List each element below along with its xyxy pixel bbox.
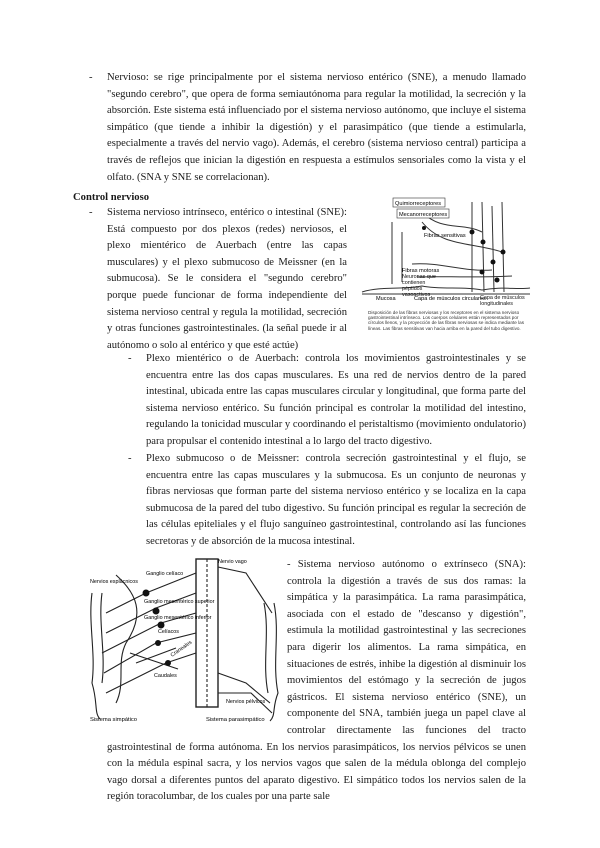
label-esplacnicos: Nervios esplácnicos	[90, 579, 138, 585]
section-heading: Control nervioso	[73, 192, 150, 203]
label-neuronas: Neuronas que contienen péptidos vasoactivos	[402, 274, 436, 298]
meissner-paragraph: Plexo submucoso o de Meissner: controla secreción gastrointestinal y el flujo, se encuentra entre las capas musculares y la submucosa. Es un conjunto de neuronas y fibras nerviosas que forman parte del sistema nervioso entérico y se localiza en la capa submucosa de la pared del tubo digestivo. Su función principal es regular la secreción de las células epiteliales y el flujo sanguíneo gastrointestinal, controlando así las funciones secretoras y de absorción de la mucosa intestinal.	[146, 453, 526, 547]
label-ganglio-celiaco: Ganglio celíaco	[146, 571, 184, 577]
nervioso-paragraph: Nervioso: se rige principalmente por el sistema nervioso entérico (SNE), a menudo llamado "segundo cerebro", que opera de forma semiautónoma para regular la motilidad, la secreción y la absorción. Este sistema está influenciado por el sistema nervioso autónomo, que incluye el sistema simpático (que tiende a inhibir la digestión) y el parasimpático (que tiende a estimularla, especialmente a través del nervio vago). Además, el cerebro (sistema nervioso central) participa a través de reflejos que inician la digestión en respuesta a estímulos sensoriales como la vista y el olfato. (SNA y SNE se correlacionan).	[107, 72, 526, 183]
label-ganglio-mes-inf: Ganglio mesentérico inferior	[144, 615, 212, 621]
bullet-dash: -	[89, 72, 93, 83]
intrinsic-paragraph: Sistema nervioso intrínseco, entérico o intestinal (SNE): Está compuesto por dos plexos (redes) nerviosos, el plexo mientérico de Auerbach (entre las capas musculares) y el plexo submucoso de Meissner (en la submucosa). Se le considera el "segundo cerebro" porque puede funcionar de forma independiente del sistema nervioso central y regula la motilidad, secreción y otras funciones gastrointestinales. (la señal puede ir al autónomo o solo al entérico y que esté actúe)	[107, 207, 347, 351]
enteric-plexus-figure	[362, 192, 530, 340]
autonomic-paragraph: Sistema nervioso autónomo o extrínseco (SNA): controla la digestión a través de sus dos ramas: la simpática y la parasimpática. La rama parasimpática, asociada con el estado de "descanso y digestión", estimula la motilidad gastrointestinal y las secreciones para digerir los alimentos. La rama simpática, en situaciones de estrés, inhibe la digestión al disminuir los movimientos del estómago y la secreción de jugos gástricos. El sistema nervioso entérico (SNE), un componente del SNA, también juega un papel clave al controlar directamente las funciones del tracto gastrointestinal de forma autónoma. En los nervios parasimpáticos, los nervios pélvicos se unen con la médula espinal sacra, y los nervios vagos que salen de la médula oblonga del complejo vago dorsal a diferentes puntos del aparato digestivo. El simpático todos los nervios salen de la región toracolumbar, de los cuales por una parte sale	[107, 559, 526, 803]
auerbach-paragraph: Plexo mientérico o de Auerbach: controla los movimientos gastrointestinales y se encuentra entre las dos capas musculares. Es una red de nervios dentro de la pared intestinal, ubicada entre las capas musculares circular y longitudinal, que forma parte del sistema nervioso entérico. Su función principal es controlar la motilidad del intestino, regulando la tonicidad muscular y coordinando el peristaltismo (movimiento ondulatorio) para propulsar el contenido intestinal a lo largo del tracto digestivo.	[146, 353, 526, 447]
label-craneales: Craneales	[169, 639, 194, 659]
figure-caption: Disposición de las fibras nerviosas y los receptores en el sistema nervioso gastrointestinal intrínseco. Los cuerpos celulares están representados por círculos llenos, y la proyección de las fibras nerviosas se indica mediante las líneas. Las fibras sensitivas van hacia arriba en la pared del tubo digestivo.	[368, 310, 525, 331]
label-celiacos: Celíacos	[158, 629, 179, 635]
bullet-dash: -	[89, 207, 93, 218]
label-pelvicos: Nervios pélvicos	[226, 699, 266, 705]
label-fibras-motoras: Fibras motoras	[402, 268, 440, 274]
label-capa-circulares: Capa de músculos circulares	[414, 296, 486, 302]
label-simpatico: Sistema simpático	[90, 717, 138, 723]
bullet-dash: -	[128, 353, 132, 364]
figure-spacer	[107, 557, 287, 723]
label-capa-longitudinales: Capa de músculos longitudinales	[480, 295, 525, 307]
label-ganglio-mes-sup: Ganglio mesentérico superior	[144, 599, 215, 605]
label-mecanorreceptores: Mecanorreceptores	[399, 212, 448, 218]
label-parasimpatico: Sistema parasimpático	[206, 717, 265, 723]
label-vago: Nervio vago	[218, 559, 247, 565]
label-caudales: Caudales	[154, 673, 177, 679]
bullet-dash: -	[128, 453, 132, 464]
label-quimiorreceptores: Quimiorreceptores	[395, 201, 442, 207]
label-mucosa: Mucosa	[376, 296, 396, 302]
label-fibras-sensitivas: Fibras sensitivas	[424, 233, 466, 239]
autonomic-block	[107, 557, 526, 806]
bullet-dash: -	[287, 559, 291, 570]
